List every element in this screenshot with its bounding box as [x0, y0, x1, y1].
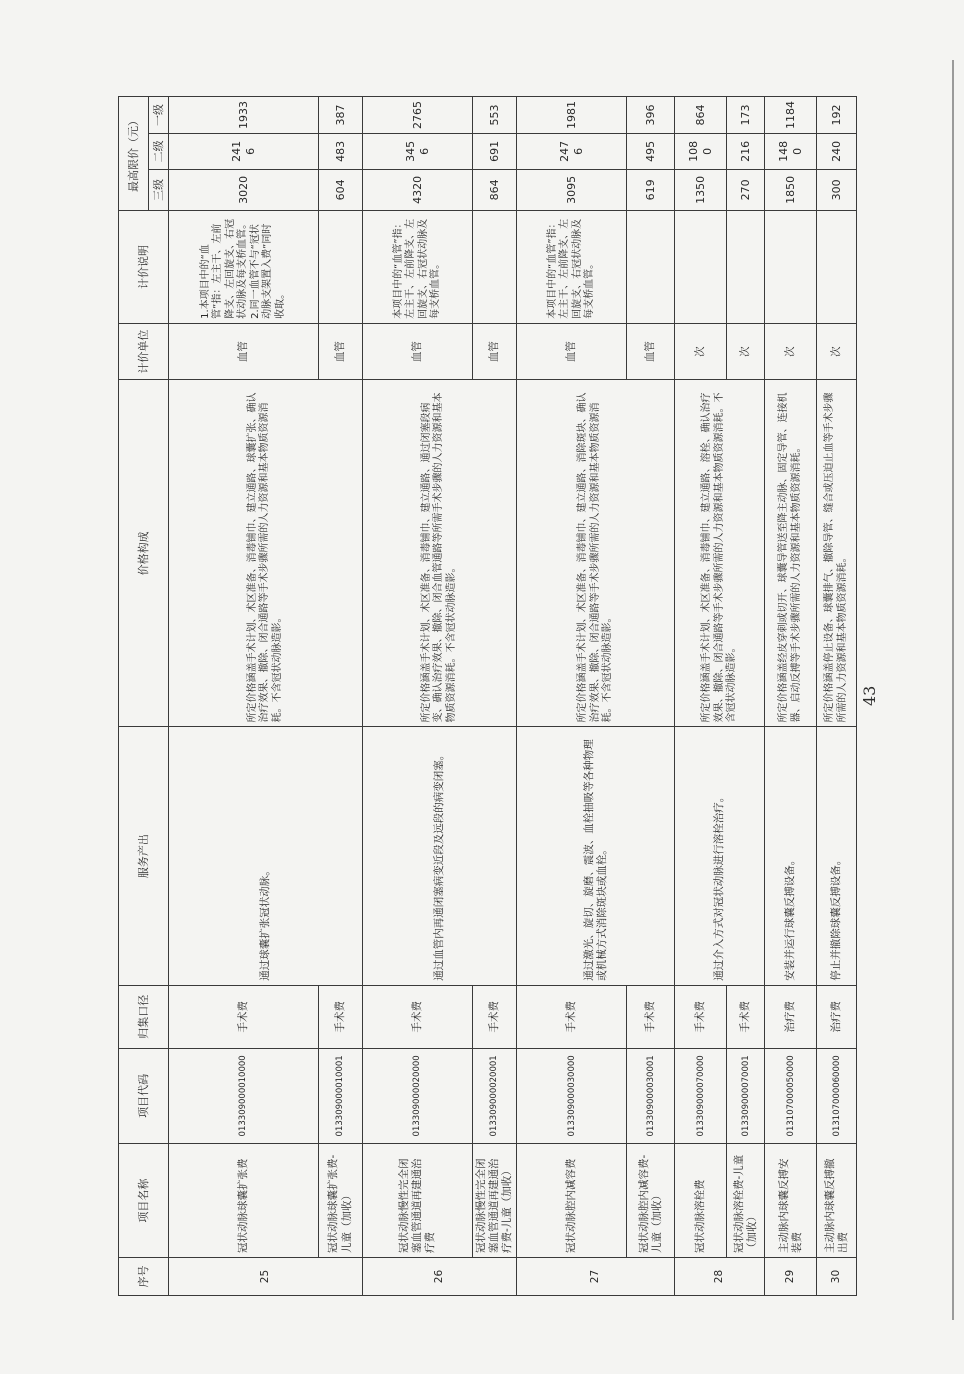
- composition-cell: 所定价格涵盖停止设备、球囊排气、撤除导管、缝合或压迫止血等手术步骤所需的人力资源和基本物质资源消耗。: [817, 380, 857, 727]
- price-level2: 2416: [169, 134, 319, 170]
- price-level2: 3456: [363, 134, 473, 170]
- code-cell: 013107000060000: [817, 1048, 857, 1143]
- code-cell: 013309000020000: [363, 1048, 473, 1143]
- composition-cell: 所定价格涵盖手术计划、术区准备、消毒铺巾、建立通路、球囊扩张、确认治疗效果、撤除、闭合通路等手术步骤所需的人力资源和基本物质资源消耗。不含冠状动脉造影。: [169, 380, 363, 727]
- composition-cell: 所定价格涵盖手术计划、术区准备、消毒铺巾、建立通路、溶栓、确认治疗效果、撤除、闭合通路等手术步骤所需的人力资源和基本物质资源消耗。不含冠状动脉造影。: [675, 380, 765, 727]
- code-cell: 013309000030000: [517, 1048, 627, 1143]
- note-cell: [627, 211, 675, 324]
- seq-cell: 26: [363, 1258, 517, 1296]
- name-cell: 冠状动脉球囊扩张费-儿童（加收）: [319, 1144, 363, 1258]
- name-cell: 冠状动脉腔内减容费-儿童（加收）: [627, 1144, 675, 1258]
- note-cell: 本项目中的“血管”指：左主干、左前降支、左回旋支、右冠状动脉及每支桥血管。: [363, 211, 473, 324]
- price-level1: 173: [727, 97, 765, 134]
- note-cell: 1.本项目中的“血管”指：左主干、左前降支、左回旋支、右冠状动脉及每支桥血管。2.同一血管不与“冠状动脉支架置入费”同时收取。: [169, 211, 319, 324]
- table-row: [517, 97, 627, 1296]
- output-cell: 通过球囊扩张冠状动脉。: [169, 727, 363, 985]
- code-cell: 013107000050000: [765, 1048, 817, 1143]
- price-level3: 3020: [169, 169, 319, 210]
- price-level2: 2476: [517, 134, 627, 170]
- category-cell: 手术费: [675, 985, 727, 1048]
- header-level3: 三级: [149, 169, 169, 210]
- unit-cell: 血管: [319, 323, 363, 379]
- price-level2: 495: [627, 134, 675, 170]
- code-cell: 013309000030001: [627, 1048, 675, 1143]
- category-cell: 手术费: [169, 985, 319, 1048]
- price-level2: 1080: [675, 134, 727, 170]
- unit-cell: 血管: [169, 323, 319, 379]
- category-cell: 手术费: [727, 985, 765, 1048]
- unit-cell: 血管: [517, 323, 627, 379]
- seq-cell: 29: [765, 1258, 817, 1296]
- header-output: 服务产出: [119, 727, 169, 985]
- price-level1: 2765: [363, 97, 473, 134]
- name-cell: 冠状动脉溶栓费-儿童（加收）: [727, 1144, 765, 1258]
- note-cell: [675, 211, 727, 324]
- category-cell: 手术费: [473, 985, 517, 1048]
- name-cell: 冠状动脉溶栓费: [675, 1144, 727, 1258]
- price-level3: 604: [319, 169, 363, 210]
- code-cell: 013309000010000: [169, 1048, 319, 1143]
- unit-cell: 血管: [473, 323, 517, 379]
- output-cell: 停止并撤除球囊反搏设备。: [817, 727, 857, 985]
- output-cell: 通过介入方式对冠状动脉进行溶栓治疗。: [675, 727, 765, 985]
- unit-cell: 血管: [627, 323, 675, 379]
- note-cell: [473, 211, 517, 324]
- header-category: 归集口径: [119, 985, 169, 1048]
- header-code: 项目代码: [119, 1048, 169, 1143]
- price-level2: 1480: [765, 134, 817, 170]
- price-level1: 864: [675, 97, 727, 134]
- code-cell: 013309000070001: [727, 1048, 765, 1143]
- price-level1: 387: [319, 97, 363, 134]
- seq-cell: 28: [675, 1258, 765, 1296]
- table-row: [765, 97, 817, 1296]
- name-cell: 主动脉内球囊反搏撤出费: [817, 1144, 857, 1258]
- note-cell: [319, 211, 363, 324]
- code-cell: 013309000010001: [319, 1048, 363, 1143]
- table-row: [817, 97, 857, 1296]
- header-name: 项目名称: [119, 1144, 169, 1258]
- header-row: [119, 97, 149, 1296]
- table-row: [169, 97, 319, 1296]
- unit-cell: 次: [817, 323, 857, 379]
- category-cell: 治疗费: [765, 985, 817, 1048]
- price-level3: 4320: [363, 169, 473, 210]
- header-unit: 计价单位: [119, 323, 169, 379]
- price-level3: 619: [627, 169, 675, 210]
- note-cell: [765, 211, 817, 324]
- price-level3: 270: [727, 169, 765, 210]
- price-level1: 1981: [517, 97, 627, 134]
- name-cell: 冠状动脉慢性完全闭塞血管通道再建通治疗费-儿童（加收）: [473, 1144, 517, 1258]
- price-level2: 240: [817, 134, 857, 170]
- price-level3: 1350: [675, 169, 727, 210]
- price-level1: 1933: [169, 97, 319, 134]
- composition-cell: 所定价格涵盖经皮穿刺或切开、球囊导管送至降主动脉、固定导管、连接机器、启动反搏等手术步骤所需的人力资源和基本物质资源消耗。: [765, 380, 817, 727]
- category-cell: 手术费: [319, 985, 363, 1048]
- seq-cell: 27: [517, 1258, 675, 1296]
- seq-cell: 30: [817, 1258, 857, 1296]
- name-cell: 冠状动脉慢性完全闭塞血管通道再建通治疗费: [363, 1144, 473, 1258]
- unit-cell: 次: [675, 323, 727, 379]
- table-row: [675, 97, 727, 1296]
- note-cell: [727, 211, 765, 324]
- table-row: [363, 97, 473, 1296]
- fee-table: [118, 96, 857, 1296]
- category-cell: 治疗费: [817, 985, 857, 1048]
- price-level3: 300: [817, 169, 857, 210]
- seq-cell: 25: [169, 1258, 363, 1296]
- output-cell: 安装并运行球囊反搏设备。: [765, 727, 817, 985]
- price-level1: 1184: [765, 97, 817, 134]
- unit-cell: 次: [727, 323, 765, 379]
- price-level3: 3095: [517, 169, 627, 210]
- price-level2: 483: [319, 134, 363, 170]
- header-seq: 序号: [119, 1258, 169, 1296]
- unit-cell: 血管: [363, 323, 473, 379]
- price-level3: 864: [473, 169, 517, 210]
- code-cell: 013309000020001: [473, 1048, 517, 1143]
- category-cell: 手术费: [517, 985, 627, 1048]
- price-level1: 192: [817, 97, 857, 134]
- scan-edge-line: [952, 60, 954, 1320]
- unit-cell: 次: [765, 323, 817, 379]
- price-level2: 691: [473, 134, 517, 170]
- note-cell: 本项目中的“血管”指：左主干、左前降支、左回旋支、右冠状动脉及每支桥血管。: [517, 211, 627, 324]
- price-level3: 1850: [765, 169, 817, 210]
- note-cell: [817, 211, 857, 324]
- header-note: 计价说明: [119, 211, 169, 324]
- header-composition: 价格构成: [119, 380, 169, 727]
- name-cell: 冠状动脉球囊扩张费: [169, 1144, 319, 1258]
- header-level2: 二级: [149, 134, 169, 170]
- price-level2: 216: [727, 134, 765, 170]
- price-level1: 396: [627, 97, 675, 134]
- page-number: 43: [860, 685, 879, 706]
- composition-cell: 所定价格涵盖手术计划、术区准备、消毒铺巾、建立通路、消除斑块、确认治疗效果、撤除、闭合通路等手术步骤所需的人力资源和基本物质资源消耗。不含冠状动脉造影。: [517, 380, 675, 727]
- name-cell: 主动脉内球囊反搏安装费: [765, 1144, 817, 1258]
- header-level1: 一级: [149, 97, 169, 134]
- category-cell: 手术费: [363, 985, 473, 1048]
- composition-cell: 所定价格涵盖手术计划、术区准备、消毒铺巾、建立通路、通过闭塞段病变、确认治疗效果、撤除、闭合血管通路等所需手术步骤的人力资源和基本物质资源消耗。不含冠状动脉造影。: [363, 380, 517, 727]
- code-cell: 013309000070000: [675, 1048, 727, 1143]
- output-cell: 通过血管内再通闭塞病变近段及远段的病变闭塞。: [363, 727, 517, 985]
- price-level1: 553: [473, 97, 517, 134]
- name-cell: 冠状动脉腔内减容费: [517, 1144, 627, 1258]
- category-cell: 手术费: [627, 985, 675, 1048]
- rotated-page: [118, 96, 879, 1296]
- output-cell: 通过激光、旋切、旋磨、震波、血栓抽吸等各种物理或机械方式消除斑块或血栓。: [517, 727, 675, 985]
- header-max-price: 最高限价（元）: [119, 97, 149, 211]
